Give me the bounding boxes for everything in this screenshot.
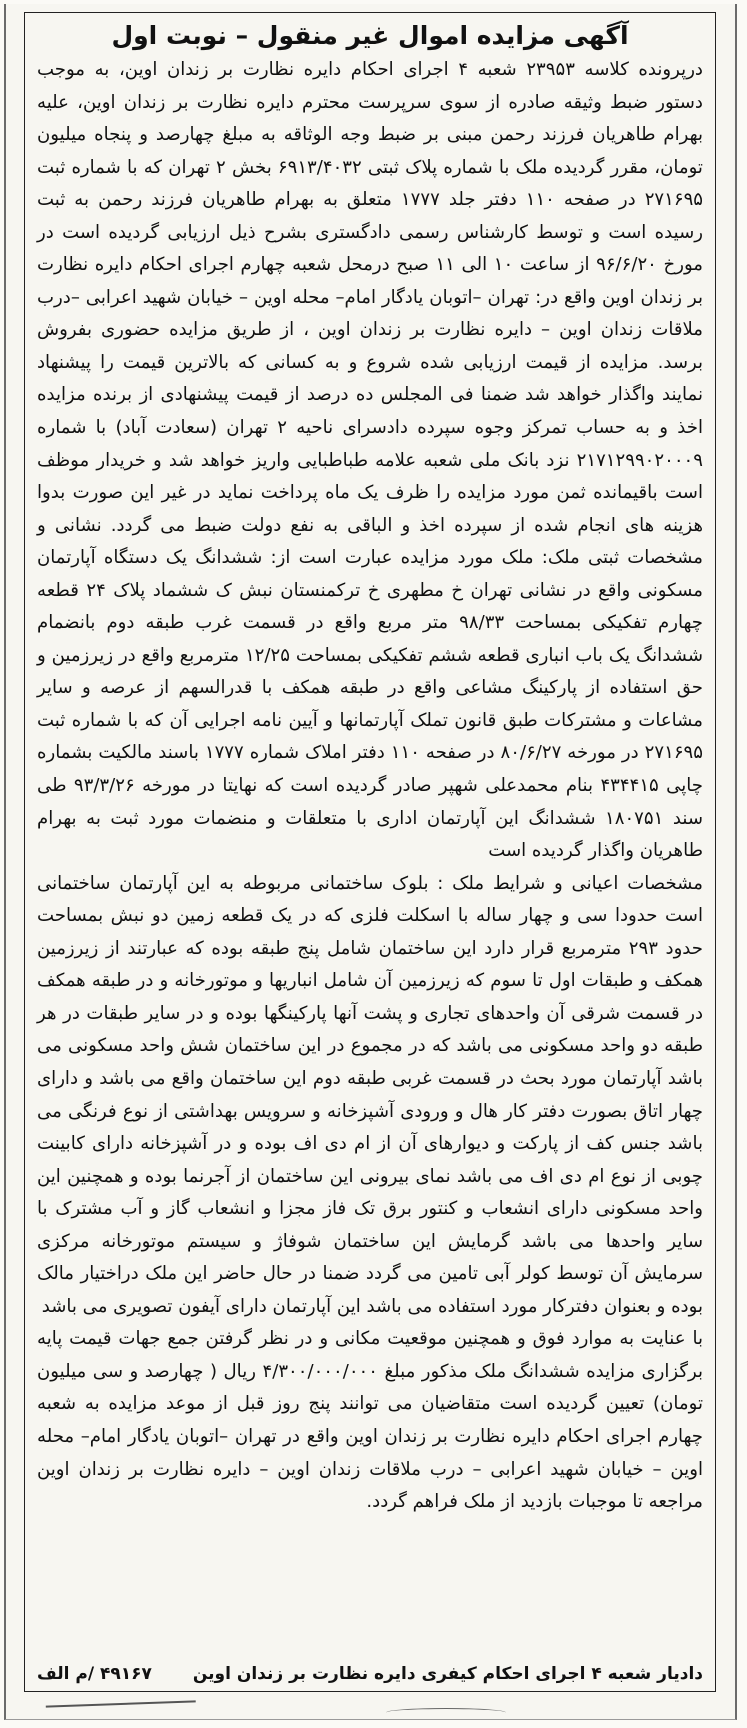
notice-paragraph-registration: درپرونده کلاسه ۲۳۹۵۳ شعبه ۴ اجرای احکام دایره نظارت بر زندان اوین، به موجب دستور ضبط وثیقه صادره از سوی سرپرست محترم دایره نظارت بر زندان اوین، علیه بهرام طاهریان فرزند رحمن مبنی بر ضبط وجه الوثاقه به مبلغ چهارصد و پنجاه میلیون تومان، مقرر گردیده ملک با شماره پلاک ثبتی ۶۹۱۳/۴۰۳۲ بخش ۲ تهران که با شماره ثبت ۲۷۱۶۹۵ در صفحه ۱۱۰ دفتر جلد ۱۷۷۷ متعلق به بهرام طاهریان فرزند رحمن به ثبت رسیده است و توسط کارشناس رسمی دادگستری بشرح ذیل ارزیابی گردیده است در مورخ ۹۶/۶/۲۰ از ساعت ۱۰ الی ۱۱ صبح درمحل شعبه چهارم اجرای احکام دایره نظارت بر زندان اوین واقع در: تهران –اتوبان یادگار امام– محله اوین – خیابان شهید اعرابی –درب ملاقات زندان اوین – دایره نظارت بر زندان اوین ، از طریق مزایده حضوری بفروش برسد. مزایده از قیمت ارزیابی شده شروع و به کسانی که بالاترین قیمت را پیشنهاد نمایند واگذار خواهد شد ضمنا فی المجلس ده درصد از قیمت پیشنهادی از برنده مزایده اخذ و به حساب تمرکز وجوه سپرده دادسرای ناحیه ۲ تهران (سعادت آباد) با شماره ۲۱۷۱۲۹۹۰۲۰۰۰۹ نزد بانک ملی شعبه علامه طباطبایی واریز خواهد شد و خریدار موظف است باقیمانده ثمن مورد مزایده را ظرف یک ماه پرداخت نماید در غیر این صورت بدوا هزینه های انجام شده از سپرده اخذ و الباقی به نفع دولت ضبط می گردد. نشانی و مشخصات ثبتی ملک: ملک مورد مزایده عبارت است از: ششدانگ یک دستگاه آپارتمان مسکونی واقع در نشانی تهران خ مطهری خ ترکمنستان نبش ک ششماد پلاک ۲۴ قطعه چهارم تفکیکی بمساحت ۹۸/۳۳ متر مربع واقع در قسمت غرب طبقه دوم بانضمام ششدانگ یک باب انباری قطعه ششم تفکیکی بمساحت ۱۲/۲۵ مترمربع واقع در زیرزمین و حق استفاده از پارکینگ مشاعی واقع در طبقه همکف با قدرالسهم از عرصه و سایر مشاعات و مشترکات طبق قانون تملک آپارتمانها و آیین نامه اجرایی آن که با شماره ثبت ۲۷۱۶۹۵ در مورخه ۸۰/۶/۲۷ در صفحه ۱۱۰ دفتر املاک شماره ۱۷۷۷ باسند مالکیت بشماره چاپی ۴۳۴۴۱۵ بنام محمدعلی شهپر صادر گردیده است که نهایتا در مورخه ۹۳/۳/۲۶ طی سند ۱۸۰۷۵۱ ششدانگ این آپارتمان اداری با متعلقات و منضمات مورد ثبت به بهرام طاهریان واگذار گردیده است [37, 59, 704, 862]
newspaper-page [4, 4, 737, 1720]
notice-paragraph-property-specs: مشخصات اعیانی و شرایط ملک : بلوک ساختمانی مربوطه به این آپارتمان ساختمانی است حدودا سی و چهار ساله با اسکلت فلزی که در یک قطعه زمین دو نبش بمساحت حدود ۲۹۳ مترمربع قرار دارد این ساختمان شامل پنج طبقه بوده که عبارتند از زیرزمین همکف و طبقات اول تا سوم که زیرزمین آن شامل انباریها و موتورخانه و در طبقه همکف در قسمت شرقی آن واحدهای تجاری و پشت آنها پارکینگها بوده و در سایر طبقات در هر طبقه دو واحد مسکونی می باشد که در مجموع در این ساختمان شش واحد مسکونی می باشد آپارتمان مورد بحث در قسمت غربی طبقه دوم این ساختمان واقع می باشد و دارای چهار اتاق بصورت دفتر کار هال و ورودی آشپزخانه و سرویس بهداشتی از نوع فرنگی می باشد جنس کف از پارکت و دیوارهای آن از ام دی اف بوده و در آشپزخانه دارای کابینت چوبی از نوع ام دی اف می باشد نمای بیرونی این ساختمان از آجرنما بوده و همچنین این واحد مسکونی دارای انشعاب و کنتور برق تک فاز مجزا و انشعاب گاز و آب مشترک با سایر واحدها می باشد گرمایش این ساختمان شوفاژ و سیستم موتورخانه مرکزی سرمایش آن توسط کولر آبی تامین می گردد ضمنا در حال حاضر این ملک دراختیار مالک بوده و بعنوان دفترکار مورد استفاده می باشد این آپارتمان دارای آیفون تصویری می باشد [37, 872, 703, 1317]
footer-signature: دادیار شعبه ۴ اجرای احکام کیفری دایره نظارت بر زندان اوین [192, 1664, 703, 1684]
notice-title: آگهی مزایده اموال غیر منقول – نوبت اول [111, 21, 629, 50]
notice-body [37, 54, 703, 1519]
ink-scribble [386, 1708, 506, 1717]
notice-footer [37, 1661, 703, 1687]
clipping-edge-mark [46, 1700, 196, 1721]
auction-notice [24, 12, 716, 1692]
footer-reference: ۴۹۱۶۷ /م الف [37, 1664, 152, 1684]
notice-paragraph-base-price: با عنایت به موارد فوق و همچنین موقعیت مکانی و در نظر گرفتن جمع جهات قیمت پایه برگزاری مزایده ششدانگ ملک مذکور مبلغ ۴/۳۰۰/۰۰۰/۰۰۰ ریال ( چهارصد و سی میلیون تومان) تعیین گردیده است متقاضیان می توانند پنج روز قبل از موعد مزایده به شعبه چهارم اجرای احکام دایره نظارت بر زندان اوین واقع در تهران –اتوبان یادگار امام– محله اوین – خیابان شهید اعرابی – درب ملاقات زندان اوین – دایره نظارت بر زندان اوین مراجعه تا موجبات بازدید از ملک فراهم گردد. [37, 1328, 703, 1513]
